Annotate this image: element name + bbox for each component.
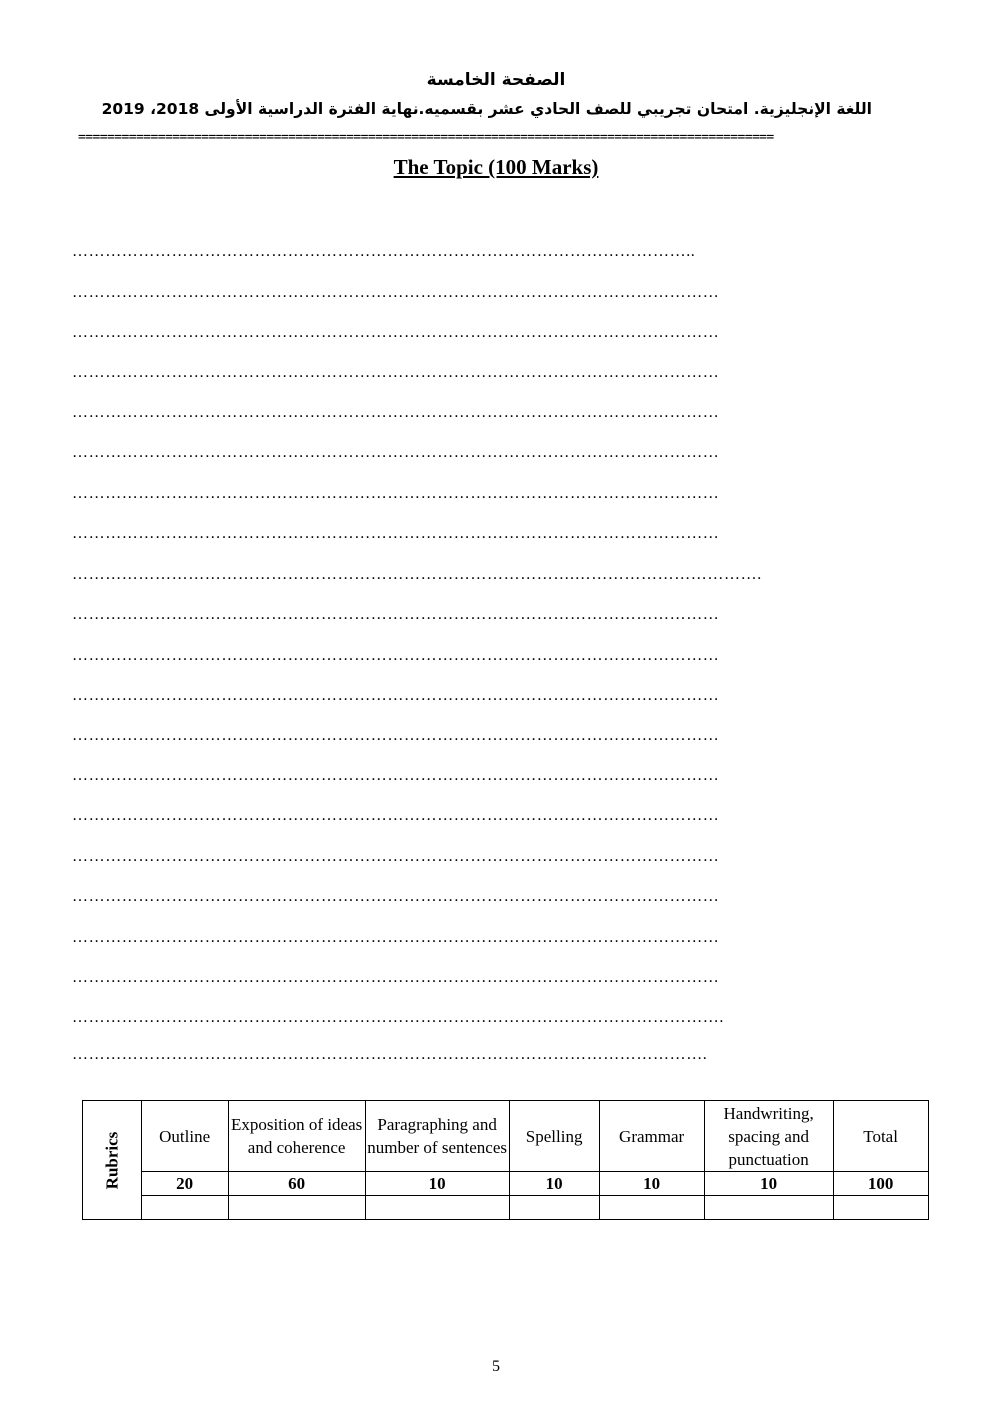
writing-line: ……………………………………………………………………………………………………… [72,888,720,905]
rubric-header-spelling: Spelling [509,1101,599,1172]
rubric-header-handwriting: Handwriting, spacing and punctuation [704,1101,833,1172]
exam-subtitle: اللغة الإنجليزية. امتحان تجريبي للصف الحادي عشر بقسميه.نهاية الفترة الدراسية الأولى 2018، 2019 [101,100,872,118]
page-number: 5 [492,1358,500,1375]
writing-line: ……………………………………………………………………………………………………… [72,687,720,704]
writing-line: ……………………………………………………………………………………………………… [72,767,720,784]
rubrics-label-cell [83,1101,142,1220]
writing-line: ……………………………………………………………………………….……………………………. [72,566,762,583]
rubrics-header-row [83,1101,929,1172]
rubric-header-paragraphing: Paragraphing and number of sentences [365,1101,509,1172]
entry-total[interactable] [833,1196,928,1220]
score-paragraphing: 10 [365,1172,509,1196]
entry-exposition[interactable] [228,1196,365,1220]
entry-outline[interactable] [141,1196,228,1220]
rubric-header-outline: Outline [141,1101,228,1172]
writing-line: ……………………………………………………………………………………………………… [72,606,720,623]
writing-line: ……………………………………………………………………………………………………… [72,444,720,461]
rubrics-table [82,1100,929,1220]
score-total: 100 [833,1172,928,1196]
rubrics-entry-row [83,1196,929,1220]
score-spelling: 10 [509,1172,599,1196]
writing-line: ……………………………………………………………………………………………………… [72,969,720,986]
rubric-header-total: Total [833,1101,928,1172]
rubrics-score-row [83,1172,929,1196]
entry-paragraphing[interactable] [365,1196,509,1220]
rubrics-label: Rubrics [102,1131,122,1189]
writing-line: ……………………………………………………………………………………………………… [72,404,720,421]
writing-line: ……………………………………………………………………………………………………… [72,929,720,946]
entry-grammar[interactable] [599,1196,704,1220]
score-outline: 20 [141,1172,228,1196]
entry-spelling[interactable] [509,1196,599,1220]
topic-title: The Topic (100 Marks) [393,155,599,179]
score-grammar: 10 [599,1172,704,1196]
rubric-header-grammar: Grammar [599,1101,704,1172]
writing-line: ……………………………………………………………………………………………………… [72,364,720,381]
page-header-title: الصفحة الخامسة [426,70,566,90]
writing-line: ……………………………………………………………………………………………………… [72,727,720,744]
writing-line: ………………………………………………………………………………………………………. [72,1009,724,1026]
writing-line: ……………………………………………………………………………………………………… [72,525,720,542]
writing-line: ……………………………………………………………………………………………………… [72,647,720,664]
writing-line: ……………………………………………………………………………………………………… [72,485,720,502]
rubric-header-exposition: Exposition of ideas and coherence [228,1101,365,1172]
entry-handwriting[interactable] [704,1196,833,1220]
score-handwriting: 10 [704,1172,833,1196]
writing-line: ……………………………………………………………………………………………………… [72,324,720,341]
header-separator: ================================================================================================ [78,130,774,145]
score-exposition: 60 [228,1172,365,1196]
writing-line: ……………………………………………………………………………………………………… [72,284,720,301]
writing-line: ……………………………………………………………………………………………………… [72,848,720,865]
writing-line: ……………………………………………………………………………………………………. [72,1046,708,1063]
writing-line: ………………………………………………………………………………………………….. [72,243,696,260]
writing-line: ……………………………………………………………………………………………………… [72,807,720,824]
